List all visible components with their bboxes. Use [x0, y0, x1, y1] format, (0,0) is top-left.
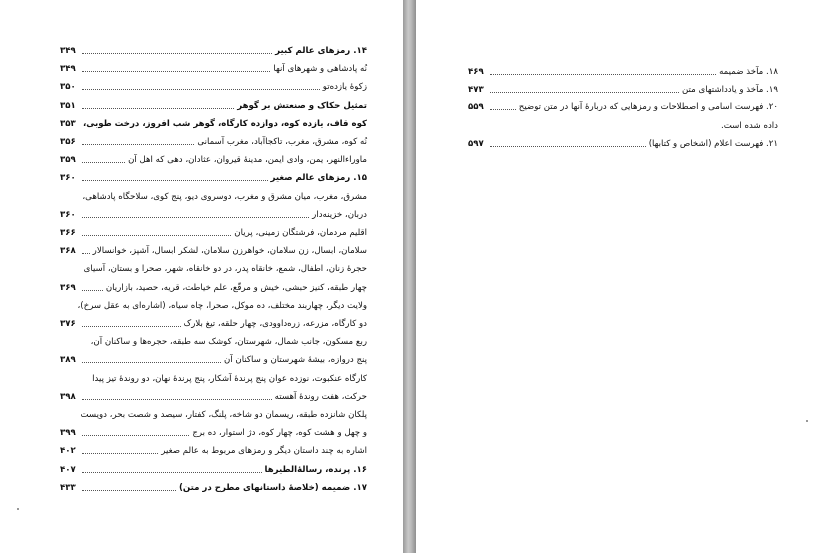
left-entry-page-number: ۳۹۸	[60, 391, 76, 402]
left-entry-page-number: ۴۰۲	[60, 446, 76, 457]
left-dot-leader	[82, 326, 181, 327]
scan-speck	[806, 420, 808, 422]
left-entry-page-number: ۳۴۹	[60, 64, 76, 75]
left-dot-leader	[82, 435, 189, 436]
left-entry-page-number: ۳۴۹	[60, 46, 76, 56]
left-dot-leader	[82, 108, 234, 109]
left-dot-leader	[82, 162, 125, 163]
left-entry-text: ۱۵. رمزهای عالم صغیر	[270, 173, 367, 184]
left-entry-text: ۱۷. ضمیمه (خلاصهٔ داستانهای مطرح در متن)	[178, 482, 367, 493]
right-page	[416, 0, 815, 553]
left-dot-leader	[82, 362, 221, 363]
right-entry-text: ۲۱. فهرست اعلام (اشخاص و کتابها)	[648, 139, 778, 149]
left-entry-page-number: ۳۹۹	[60, 428, 76, 439]
left-entry-page-number: ۳۵۶	[60, 137, 76, 147]
left-entry-text: تمثیل حکاک و صنعتش بر گوهر	[237, 100, 367, 111]
left-entry-page-number: ۳۶۶	[60, 228, 76, 238]
left-entry-text: سلامان، ابسال، زن سلامان، خواهرزن سلامان، لشکر ابسال، آشپز، خوانسالار	[92, 246, 367, 257]
scan-speck	[17, 508, 19, 510]
left-entry-text: نُه پادشاهی و شهرهای آنها	[273, 64, 367, 75]
left-entry-text: چهار طبقه، کنیز حبشی، خیش و مرقّع، علم خیاطت، قریه، حصید، بازاریان	[105, 282, 367, 293]
right-entry-text: ۱۸. مآخذ ضمیمه	[719, 67, 778, 77]
right-dot-leader	[490, 92, 679, 93]
left-entry-text: پلکان شانزده طبقه، ریسمان دو شاخه، پلنگ، کفتار، سیصد و شصت بحر، دویست	[80, 410, 367, 420]
left-entry-page-number: ۳۶۰	[60, 209, 76, 220]
left-entry-page-number: ۳۸۹	[60, 355, 76, 366]
right-entry-page-number: ۵۵۹	[468, 102, 484, 112]
book-gutter	[403, 0, 416, 553]
left-dot-leader	[82, 490, 176, 491]
left-entry-text: اقلیم مردمان، فرشتگان زمینی، پریان	[234, 228, 367, 238]
left-dot-leader	[82, 71, 270, 72]
left-dot-leader	[82, 399, 272, 400]
right-entry-text: ۲۰. فهرست اسامی و اصطلاحات و رمزهایی که دربارهٔ آنها در متن توضیح	[518, 102, 778, 112]
left-entry-page-number: ۳۶۸	[60, 246, 76, 257]
left-dot-leader	[82, 472, 262, 473]
left-entry-text: دو کارگاه، مزرعه، زره‌داوودی، چهار حلقه، تیغ بلارک	[183, 319, 367, 329]
left-entry-text: کارگاه عنکبوت، نوزده عوان پنج پرندهٔ آشکار، پنج پرندهٔ نهان، دو روندهٔ تیز پیدا	[92, 373, 367, 384]
left-entry-page-number: ۳۶۹	[60, 282, 76, 293]
left-entry-text: دربان، خزینه‌دار	[312, 209, 367, 220]
left-entry-text: ربع مسکون، جانب شمال، شهرستان، کوشک سه طبقه، حجره‌ها و ساکنان آن،	[90, 337, 367, 348]
left-entry-text: ۱۶. پرنده، رسالهٔ‌الطیرها	[264, 464, 367, 475]
left-entry-text: پنج دروازه، بیشهٔ شهرستان و ساکنان آن	[223, 355, 367, 366]
right-entry-text: ۱۹. مآخذ و یادداشتهای متن	[682, 85, 778, 95]
left-entry-text: ولایت دیگر، چهاربند مختلف، ده موکل، صحرا، چاه سیاه، (اشاره‌ای به عقل سرخ)،	[77, 300, 367, 311]
left-dot-leader	[82, 290, 103, 291]
left-dot-leader	[82, 253, 90, 254]
left-entry-page-number: ۳۷۶	[60, 319, 76, 329]
left-entry-page-number: ۴۰۷	[60, 464, 76, 475]
right-entry-page-number: ۴۷۳	[468, 85, 484, 95]
right-entry-text: داده شده است.	[721, 121, 778, 131]
right-dot-leader	[490, 146, 646, 147]
left-page	[0, 0, 403, 553]
left-entry-page-number: ۳۵۳	[60, 118, 76, 129]
left-entry-text: ۱۴. رمزهای عالم کبیر	[275, 46, 367, 56]
left-entry-page-number: ۳۵۱	[60, 100, 76, 111]
left-dot-leader	[82, 89, 320, 90]
left-dot-leader	[82, 144, 194, 145]
left-entry-text: مشرق، مغرب، میان مشرق و مغرب، دوسروی دیو، پنج کوی، سلاحگاه پادشاهی،	[82, 191, 367, 202]
left-entry-page-number: ۴۳۳	[60, 482, 76, 493]
left-entry-text: کوه قاف، یازده کوه، دوازده کارگاه، گوهر شب افروز، درخت طوبی،	[83, 118, 367, 129]
left-entry-text: زکوهٔ یازده‌تو	[322, 82, 367, 93]
left-entry-text: اشاره به چند داستان دیگر و رمزهای مربوط به عالم صغیر	[161, 446, 367, 457]
left-dot-leader	[82, 217, 309, 218]
left-entry-page-number: ۳۵۰	[60, 82, 76, 93]
left-entry-page-number: ۳۶۰	[60, 173, 76, 184]
right-dot-leader	[490, 109, 516, 110]
right-entry-page-number: ۵۹۷	[468, 139, 484, 149]
left-entry-text: ماوراءالنهر، یمن، وادی ایمن، مدینهٔ قیروان، عثادان، دهی که اهل آن	[128, 155, 367, 166]
left-entry-text: حرکت، هفت روندهٔ آهسته	[274, 391, 367, 402]
right-dot-leader	[490, 74, 716, 75]
left-entry-text: و چهل و هشت کوه، چهار کوه، دژ استوار، ده برج	[192, 428, 367, 439]
left-dot-leader	[82, 180, 268, 181]
left-entry-text: حجرهٔ زنان، اطفال، شمع، خانقاه پدر، در دو خانقاه، شهر، صحرا و بستان، آسیای	[83, 264, 367, 275]
left-entry-text: نُه کوه، مشرق، مغرب، تاکجاآباد، مغرب آسمانی	[197, 137, 367, 147]
left-dot-leader	[82, 235, 231, 236]
left-dot-leader	[82, 453, 158, 454]
left-entry-page-number: ۳۵۹	[60, 155, 76, 166]
right-entry-page-number: ۴۶۹	[468, 67, 484, 77]
left-dot-leader	[82, 53, 272, 54]
